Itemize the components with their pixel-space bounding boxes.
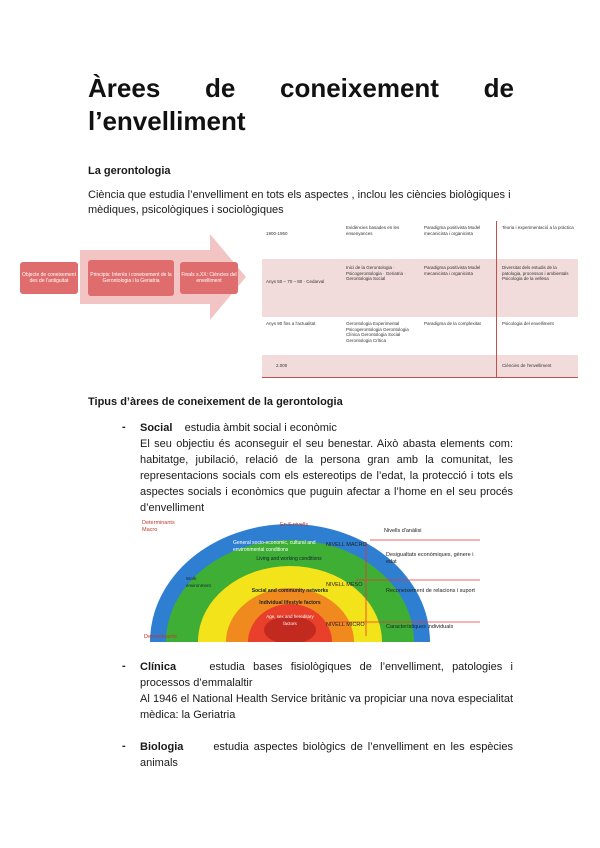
age-label: Age, sex and hereditary factors <box>266 614 314 626</box>
bullet-biologia <box>140 739 513 771</box>
living-label: Living and working conditions <box>256 556 322 562</box>
title-line-2: l’envelliment <box>88 106 246 136</box>
bullet-name: Biologia <box>140 741 184 753</box>
arrow-box-3: Finals s.XX: Ciències del envelliment <box>180 262 238 294</box>
title-word: Àrees <box>88 73 161 103</box>
gerontologia-definition: Ciència que estudia l’envelliment en tots els aspectes , inclou les ciències biològiques i mèdiques, psicològiques i sociològiques <box>88 189 511 216</box>
table-cell: Ciències de l'envelliment <box>502 363 552 368</box>
table-cell: Paradigma de la complexitat <box>424 321 481 326</box>
table-cell: Anys 90 fins a l'actualitat <box>266 321 316 326</box>
macro-label: NIVELL MACRO <box>326 542 367 548</box>
table-cell: Gerontologia Experimental Psicogerontologia Gerontologia Clínica Gerontologia Social Gerontologia Crítica <box>346 321 409 343</box>
table-cell: 1900-1950 <box>266 231 288 236</box>
table-cell: Evidències basades en les ensenyances <box>346 225 400 236</box>
arrow-box-2: Principis: Interès i coneixement de la Gerontologia i la Geriatria <box>88 260 174 296</box>
history-table <box>262 221 578 378</box>
bullet-body: Al 1946 el National Health Service britànic va propiciar una nova especialitat mèdica: la Geriatria <box>140 693 513 721</box>
table-divider <box>496 221 497 377</box>
table-row <box>262 355 578 378</box>
macro-desc: Desigualtats econòmiques, gènere i edat <box>386 552 474 565</box>
levels-label: Nivells d'anàlisi <box>384 528 422 534</box>
title-word: coneixement <box>280 73 439 103</box>
label-det-macro: Determinants Macro <box>142 520 175 533</box>
section-heading-tipus: Tipus d’àrees de coneixement de la gerontologia <box>88 396 343 408</box>
table-cell: Anys 50 – 70 – 80 · Cedarval <box>266 279 325 284</box>
bullet-social <box>140 420 513 516</box>
section-heading-gerontologia: La gerontologia <box>88 165 171 177</box>
micro-label: NIVELL MICRO <box>326 622 365 628</box>
label-five-levels: En 5 nivells <box>280 522 309 528</box>
bullet-desc: estudia àmbit social i econòmic <box>184 422 337 434</box>
meso-label: NIVELL MESO <box>326 582 363 588</box>
table-cell: Paradigma positivista Model mecanicista i organicista <box>424 265 481 276</box>
work-label: Work environment <box>186 576 211 588</box>
arrow-box-1: Objecte de coneixement des de l'antiguitat <box>20 262 78 294</box>
title-word: de <box>204 73 236 103</box>
arc-mid-label: Social and community networks <box>251 588 329 594</box>
determinants-figure <box>140 518 480 642</box>
table-cell: Diversitat dels estudis de la patologia, processos i ambientals Psicologia de la vellesa <box>502 265 569 281</box>
bullet-name: Clínica <box>140 661 177 673</box>
table-row <box>262 221 578 260</box>
table-cell: Teoria i experimentació a la pràctica <box>502 225 574 230</box>
micro-desc: Característiques individuals <box>386 624 454 630</box>
bullet-clinica <box>140 659 513 723</box>
label-det-micro: Determinants <box>144 634 177 640</box>
history-arrow-diagram <box>20 232 246 322</box>
bullet-dash: - <box>122 421 126 433</box>
bullet-desc: estudia aspectes biològics de l’envelliment en les espècies animals <box>140 741 513 769</box>
bullet-dash: - <box>122 740 126 752</box>
page-title <box>88 72 514 138</box>
arc-inner-label: Individual lifestyle factors <box>259 600 321 606</box>
table-cell: Inici de la Gerontologia · Psicogerontologia · Geriatria · Gerontologia Social <box>346 265 406 281</box>
table-cell: Psicologia del envelliment <box>502 321 554 326</box>
table-row <box>262 317 578 356</box>
table-row <box>262 259 578 318</box>
bullet-name: Social <box>140 422 173 434</box>
table-cell: 2.000 <box>276 363 288 368</box>
table-cell: Paradigma positivista Model mecanicista i organicista <box>424 225 481 236</box>
bullet-dash: - <box>122 660 126 672</box>
bullet-body: El seu objectiu és aconseguir el seu benestar. Això abasta elements com: habitatge, jubilació, relació de la persona gran amb la comunitat, les representacions socials com els estereotips de l’edat, la protecció i tots els aspectes socials i econòmics que puguin afectar a l’home en el seu procés d’envelliment <box>140 438 513 514</box>
title-word: de <box>483 73 514 103</box>
bullet-desc: estudia bases fisiològiques de l’envelliment, patologies i processos d’emmalaltir <box>140 661 513 689</box>
meso-desc: Reconeixement de relacions i suport <box>386 588 475 594</box>
arc-outer-label: General socio-economic, cultural and environmental conditions <box>233 540 316 553</box>
